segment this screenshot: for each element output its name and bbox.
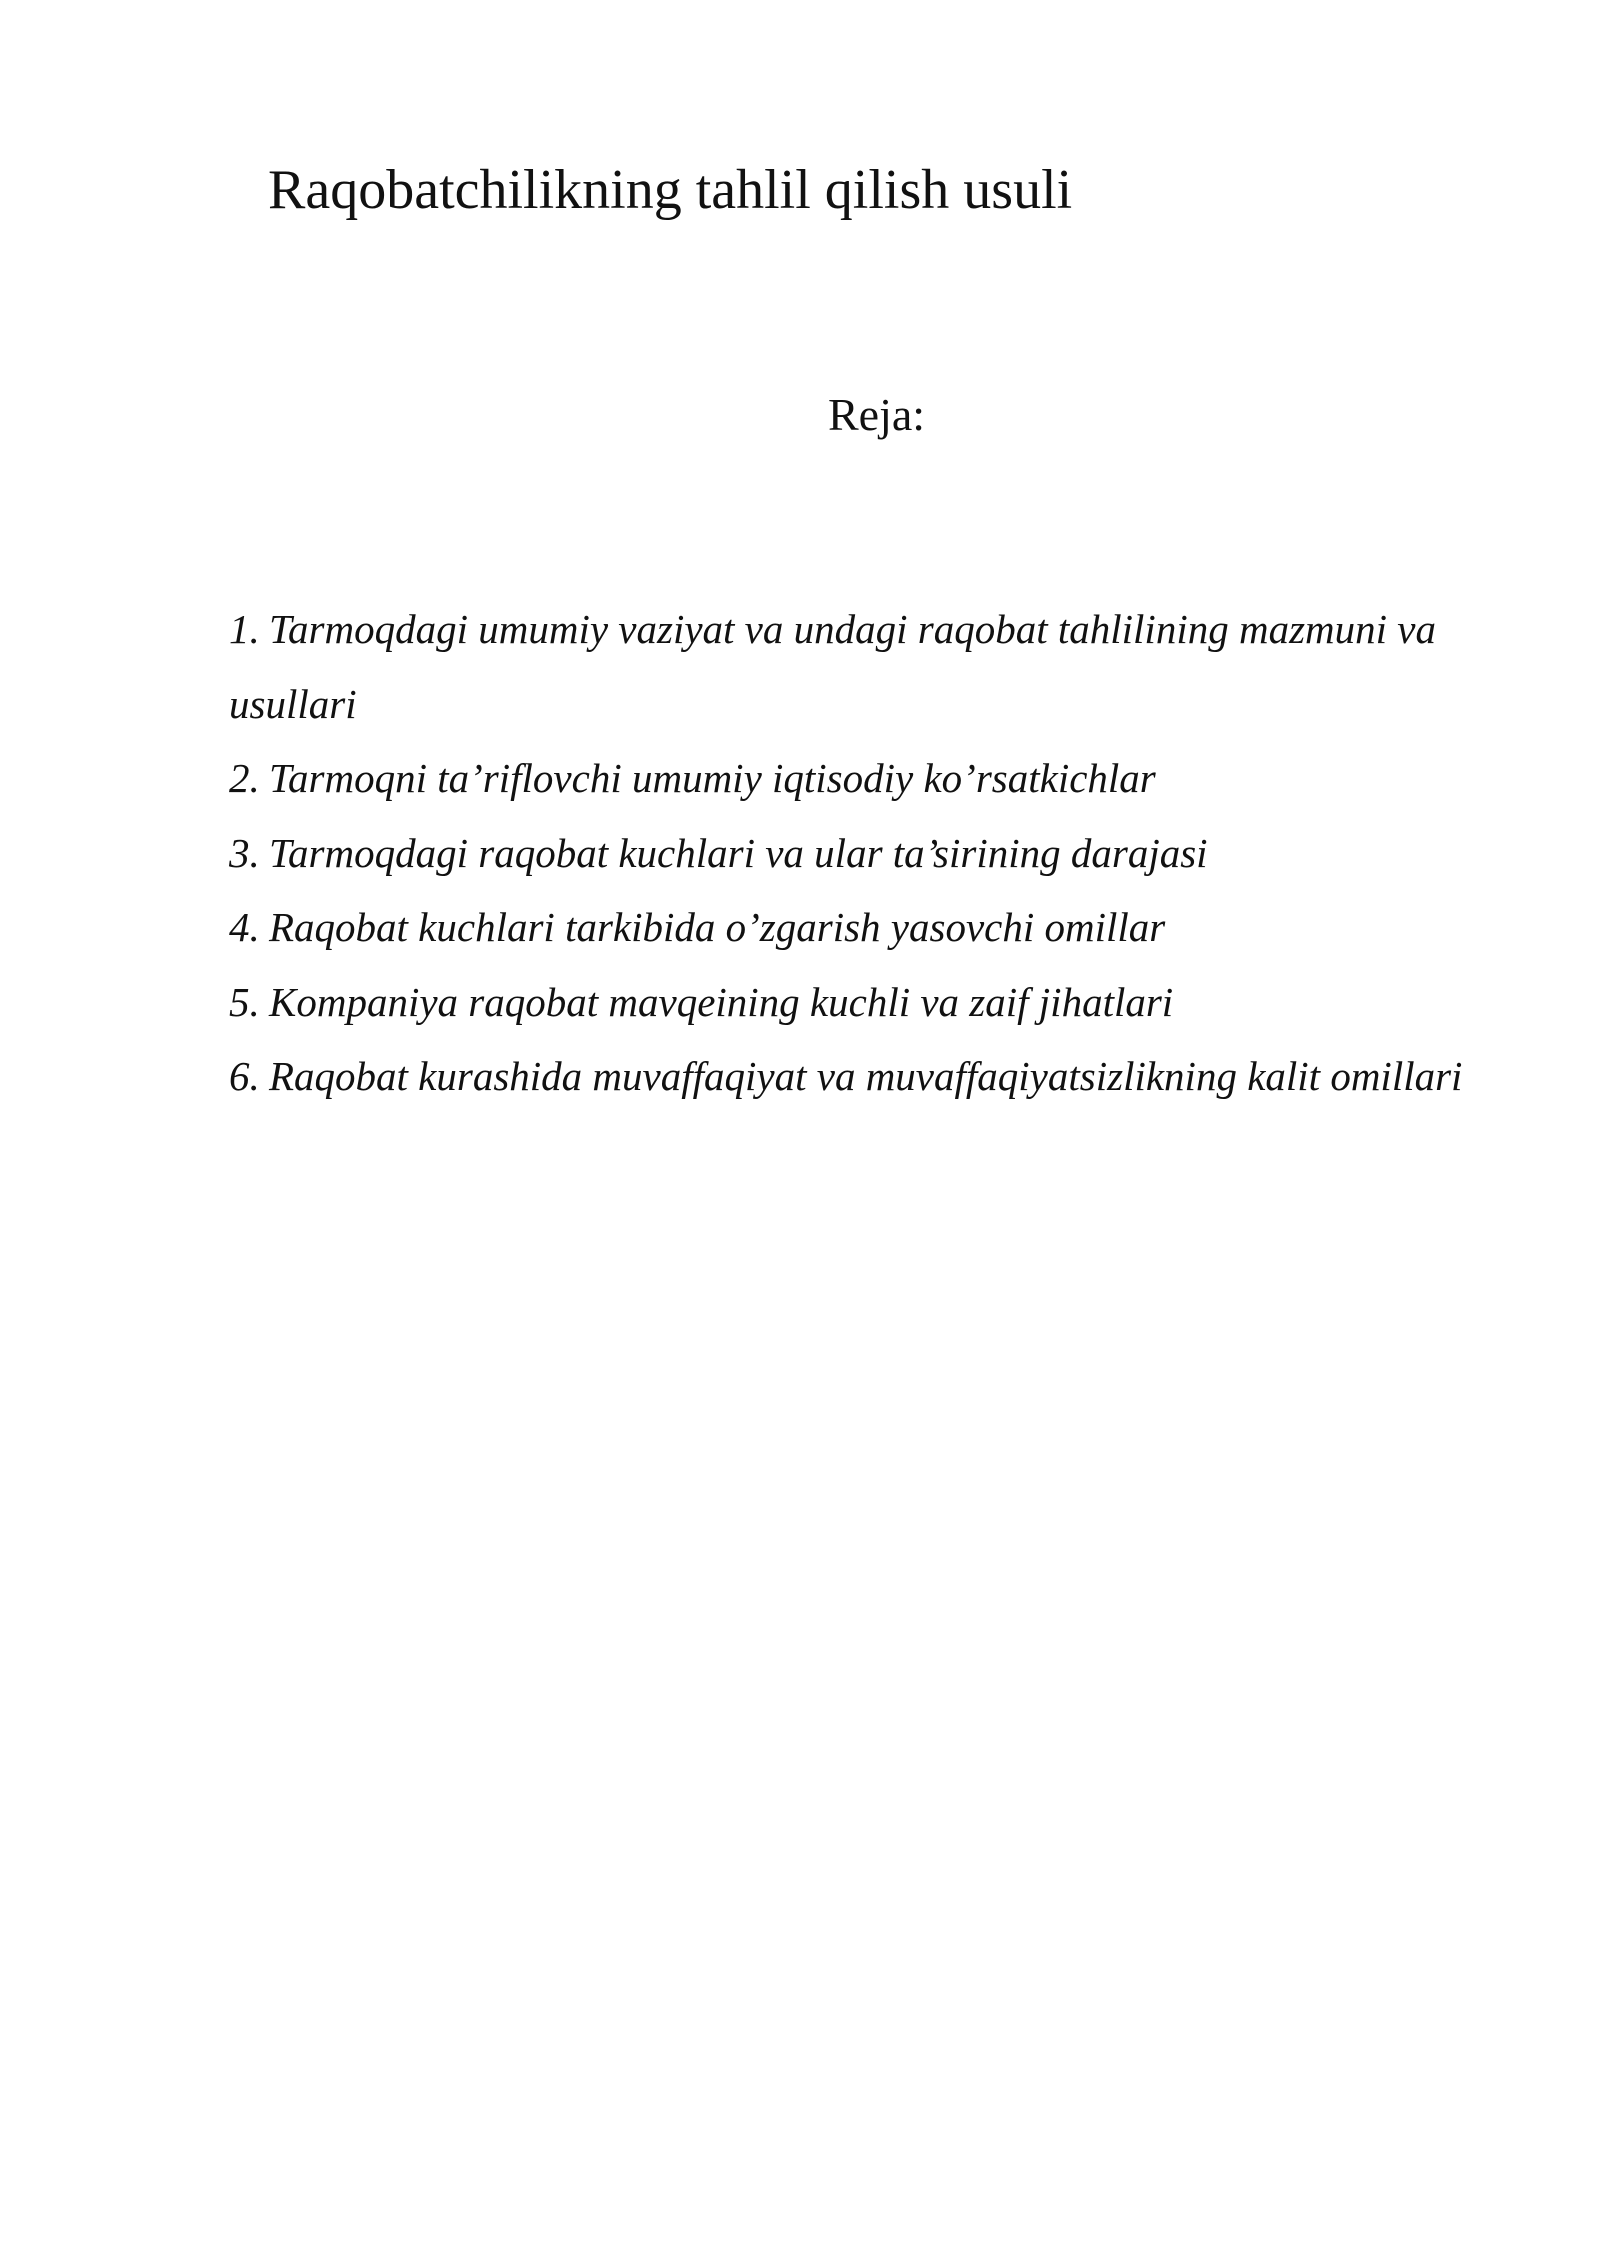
plan-heading: Reja:: [828, 389, 926, 440]
plan-item-number: 4.: [229, 904, 260, 950]
plan-item-5: [229, 965, 1479, 1040]
plan-item-number: 5.: [229, 978, 260, 1025]
plan-item-number: 1.: [229, 606, 260, 652]
plan-list: [229, 592, 1479, 1114]
plan-item-number: 6.: [229, 1053, 260, 1099]
plan-item-text: Tarmoqni ta’riflovchi umumiy iqtisodiy ko’rsatkichlar: [269, 755, 1156, 801]
plan-item-text: Raqobat kuchlari tarkibida o’zgarish yasovchi omillar: [269, 904, 1166, 950]
plan-item-text: Tarmoqdagi raqobat kuchlari va ular ta’sirining darajasi: [269, 829, 1208, 876]
plan-item-2: [229, 741, 1479, 816]
plan-item-number: 2.: [229, 755, 260, 801]
plan-item-3: [229, 816, 1479, 891]
plan-item-6: [229, 1039, 1479, 1114]
plan-item-text: Raqobat kurashida muvaffaqiyat va muvaffaqiyatsizlikning kalit omillari: [269, 1053, 1463, 1099]
plan-item-text: Tarmoqdagi umumiy vaziyat va undagi raqobat tahlilining mazmuni va usullari: [229, 606, 1436, 727]
document-title: Raqobatchilikning tahlil qilish usuli: [268, 159, 1073, 221]
plan-item-1: [229, 592, 1479, 741]
plan-item-4: [229, 890, 1479, 965]
plan-item-text: Kompaniya raqobat mavqeining kuchli va zaif jihatlari: [269, 978, 1174, 1025]
plan-item-number: 3.: [229, 829, 260, 876]
